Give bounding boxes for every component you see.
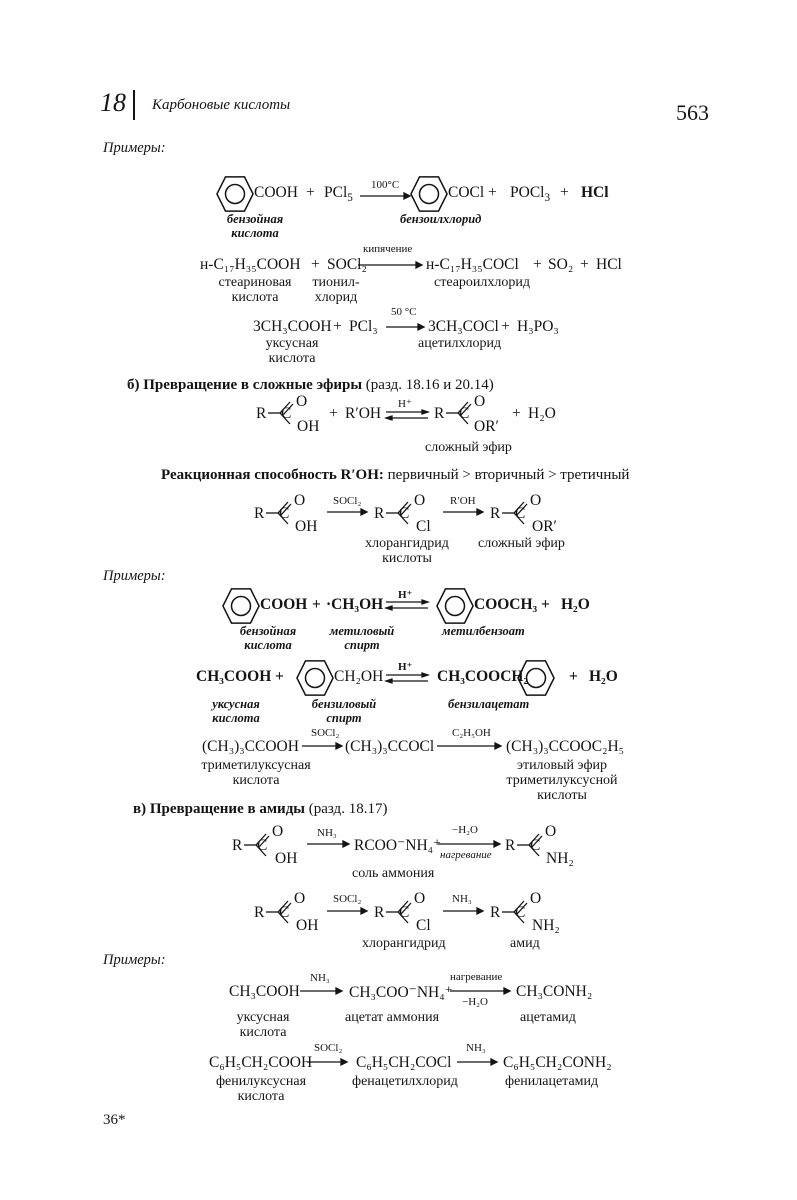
eq4-catalyst: H⁺ (398, 589, 413, 601)
ester-water: H₂O (528, 405, 556, 422)
amide1-product-c: C (530, 837, 541, 854)
eq3-product: 3CH₃COCl (428, 318, 499, 335)
amide2-cl: Cl (416, 917, 431, 934)
eq8-mid: C₆H₅CH₂COCl (356, 1054, 452, 1071)
amide2-oh: OH (296, 917, 319, 934)
eq1-condition: 100°C (371, 179, 400, 191)
amide2-c2: C (399, 904, 410, 921)
eq1-plus1: + (306, 184, 315, 201)
reaction-arrow-icon (450, 987, 510, 995)
acyl-oh: OH (295, 518, 318, 535)
eq5-reagent: CH₂OH (334, 668, 384, 685)
eq6-step1: SOCl₂ (311, 727, 340, 739)
equilibrium-arrow-icon (386, 673, 428, 683)
amide2-mid-label: хлорангидрид (362, 936, 446, 951)
eq6-product: (CH₃)₃CCOOC₂H₅ (506, 738, 625, 755)
amide2-c3: C (515, 904, 526, 921)
acyl-step2: R′OH (450, 495, 476, 507)
amide2-o1: O (294, 890, 306, 907)
eq4-reagent-label: метиловый спирт (329, 624, 395, 652)
amide1-salt-label: соль аммония (352, 866, 435, 881)
amide1-step1: NH₃ (317, 827, 337, 839)
benzene-ring-icon (296, 659, 334, 697)
eq8-product: C₆H₅CH₂CONH₂ (503, 1054, 612, 1071)
eq8-step2: NH₃ (466, 1042, 486, 1054)
examples-label-1: Примеры: (103, 140, 166, 156)
eq6-step2: C₂H₅OH (452, 727, 491, 739)
amide2-o2: O (414, 890, 426, 907)
eq5-left: CH₃COOH (196, 668, 272, 685)
reaction-arrow-icon (437, 742, 501, 750)
ester-label: сложный эфир (425, 440, 512, 455)
acyl-r2: R (374, 505, 385, 522)
eq4-water: H₂O (561, 596, 590, 613)
eq4-plus2: + (541, 596, 550, 613)
eq8-left: C₆H₅CH₂COOH (209, 1054, 313, 1071)
amide1-oh: OH (275, 850, 298, 867)
eq1-byproduct2: HCl (581, 184, 609, 201)
eq7-product-label: ацетамид (520, 1010, 576, 1025)
eq5-catalyst: H⁺ (398, 661, 413, 673)
eq3-left: 3CH₃COOH (253, 318, 332, 335)
amide1-c: C (257, 837, 268, 854)
chapter-number: 18 (100, 88, 126, 117)
examples-label-2: Примеры: (103, 568, 166, 584)
reactivity-line: Реакционная способность R′OH: первичный > вторичный > третичный (161, 467, 630, 483)
ester-acid-oh: OH (297, 418, 320, 435)
benzene-ring-icon (436, 587, 474, 625)
reaction-arrow-icon (360, 192, 410, 200)
eq5-product-label: бензилацетат (448, 697, 530, 711)
ester-product-c: C (459, 405, 470, 422)
examples-label-3: Примеры: (103, 952, 166, 968)
eq5-reagent-label: бензиловый спирт (311, 697, 377, 725)
eq8-left-label: фенилуксусная кислота (215, 1074, 307, 1104)
ester-product-o: O (474, 393, 486, 410)
ester-alcohol: R′OH (345, 405, 382, 422)
amide1-nh2: NH₂ (546, 850, 574, 867)
eq3-plus1: + (333, 318, 342, 335)
eq2-byproduct1: SO₂ (548, 256, 574, 273)
amide1-step2-top: −H₂O (452, 824, 478, 836)
acyl-c3: C (515, 505, 526, 522)
eq3-condition: 50 °C (391, 306, 417, 318)
eq5-water: H₂O (589, 668, 618, 685)
acyl-r3: R (490, 505, 501, 522)
eq3-reagent: PCl₃ (349, 318, 378, 335)
section-v-heading: в) Превращение в амиды (разд. 18.17) (133, 801, 388, 817)
reaction-arrow-icon (443, 508, 483, 516)
acyl-cl: Cl (416, 518, 431, 535)
eq7-left: CH₃COOH (229, 983, 300, 1000)
amide2-step2: NH₃ (452, 893, 472, 905)
eq4-left-label: бензойная кислота (239, 624, 297, 652)
sheet-signature: 36* (103, 1112, 126, 1128)
eq2-condition: кипячение (363, 243, 413, 255)
ester-acid-c: C (281, 405, 292, 422)
reaction-arrow-icon (327, 508, 367, 516)
equilibrium-arrow-icon (386, 410, 428, 420)
page-number: 563 (676, 100, 709, 125)
benzene-ring-icon (410, 175, 448, 213)
eq2-reagent: SOCl₂ (327, 256, 367, 273)
eq2-left: н-C₁₇H₃₅COOH (200, 256, 301, 273)
reaction-arrow-icon (386, 323, 424, 331)
amide1-r: R (232, 837, 243, 854)
amide1-o: O (272, 823, 284, 840)
ester-plus2: + (512, 405, 521, 422)
eq1-reagent: PCl$_5$ (324, 184, 353, 204)
eq1-plus2: + (488, 184, 497, 201)
amide2-o3: O (530, 890, 542, 907)
eq5-product: CH₃COOCH₂ (437, 668, 529, 685)
eq4-plus1: + (312, 596, 321, 613)
eq7-step2-top: нагревание (450, 971, 503, 983)
reaction-arrow-icon (457, 1058, 497, 1066)
eq5-left-label: уксусная кислота (212, 697, 260, 725)
eq3-left-label: уксусная кислота (265, 336, 319, 366)
reaction-arrow-icon (307, 1058, 347, 1066)
ester-product-r: R (434, 405, 445, 422)
acyl-r1: R (254, 505, 265, 522)
reaction-arrow-icon (327, 907, 367, 915)
header-rule (133, 90, 135, 120)
eq5-plus1: + (275, 668, 284, 685)
equilibrium-arrow-icon (386, 600, 428, 610)
eq2-plus3: + (580, 256, 589, 273)
reaction-arrow-icon (443, 907, 483, 915)
eq7-mid-label: ацетат аммония (345, 1010, 440, 1025)
amide2-r1: R (254, 904, 265, 921)
acyl-step1: SOCl₂ (333, 495, 362, 507)
eq4-product: COOCH₃ (474, 596, 538, 613)
amide2-end-label: амид (510, 936, 540, 951)
eq1-left-label: бензойная кислота (226, 212, 284, 240)
eq3-byproduct1: H₃PO₃ (517, 318, 559, 335)
reaction-arrow-icon (302, 742, 342, 750)
eq1-left: COOH (254, 184, 298, 201)
eq2-product: н-C₁₇H₃₅COCl (426, 256, 519, 273)
eq7-mid: CH₃COO⁻NH₄⁺ (349, 984, 453, 1001)
eq6-product-label: этиловый эфир триметилуксусной кислоты (506, 758, 618, 803)
eq7-step1: NH₃ (310, 972, 330, 984)
eq1-product-label: бензоилхлорид (400, 212, 482, 226)
amide1-product-o: O (545, 823, 557, 840)
eq3-plus2: + (501, 318, 510, 335)
ester-acid-o: O (296, 393, 308, 410)
eq8-mid-label: фенацетилхлорид (352, 1074, 458, 1089)
eq7-product: CH₃CONH₂ (516, 983, 593, 1000)
eq1-byproduct1: POCl$_3$ (510, 184, 551, 204)
acyl-c1: C (279, 505, 290, 522)
reaction-arrow-icon (438, 840, 500, 848)
eq2-left-label: стеариновая кислота (218, 275, 292, 305)
eq2-plus2: + (533, 256, 542, 273)
ester-acid-r: R (256, 405, 267, 422)
amide2-r2: R (374, 904, 385, 921)
amide2-step1: SOCl₂ (333, 893, 362, 905)
eq6-mid: (CH₃)₃CCOCl (345, 738, 435, 755)
amide1-product-r: R (505, 837, 516, 854)
eq3-product-label: ацетилхлорид (418, 336, 502, 351)
benzene-ring-icon (517, 659, 555, 697)
eq4-left: COOH (260, 596, 308, 613)
amide2-c1: C (279, 904, 290, 921)
chapter-title: Карбоновые кислоты (152, 97, 291, 113)
eq4-product-label: метилбензоат (442, 624, 525, 638)
section-b-heading: б) Превращение в сложные эфиры (разд. 18.16 и 20.14) (127, 377, 494, 393)
ester-catalyst: H⁺ (398, 398, 412, 410)
acyl-o1: O (294, 492, 306, 509)
eq8-product-label: фенилацетамид (505, 1074, 599, 1089)
amide1-step2-bottom: нагревание (440, 849, 492, 861)
amide2-nh2: NH₂ (532, 917, 560, 934)
acyl-o2: O (414, 492, 426, 509)
acyl-or: OR′ (532, 518, 557, 535)
ester-plus1: + (329, 405, 338, 422)
acyl-end-label: сложный эфир (478, 536, 565, 551)
eq6-left: (CH₃)₃CCOOH (202, 738, 299, 755)
eq8-step1: SOCl₂ (314, 1042, 343, 1054)
eq2-product-label: стеароилхлорид (434, 275, 531, 290)
acyl-o3: O (530, 492, 542, 509)
eq5-plus2: + (569, 668, 578, 685)
benzene-ring-icon (222, 587, 260, 625)
acyl-mid-label: хлорангидрид кислоты (365, 536, 449, 566)
amide1-salt: RCOO⁻NH₄⁺ (354, 837, 442, 854)
eq2-byproduct2: HCl (596, 256, 622, 273)
eq6-left-label: триметилуксусная кислота (201, 758, 311, 788)
eq1-plus3: + (560, 184, 569, 201)
acyl-c2: C (399, 505, 410, 522)
eq2-reagent-label: тионил-хлорид (312, 275, 360, 305)
ester-product-or: OR′ (474, 418, 499, 435)
eq7-step2-bottom: −H₂O (462, 996, 488, 1008)
eq4-reagent: ·CH₃OH (326, 596, 384, 613)
eq2-plus1: + (311, 256, 320, 273)
reaction-arrow-icon (300, 987, 342, 995)
reaction-arrow-icon (358, 261, 422, 269)
benzene-ring-icon (216, 175, 254, 213)
eq7-left-label: уксусная кислота (236, 1010, 290, 1040)
reaction-arrow-icon (307, 840, 349, 848)
eq1-product: COCl (448, 184, 485, 201)
amide2-r3: R (490, 904, 501, 921)
